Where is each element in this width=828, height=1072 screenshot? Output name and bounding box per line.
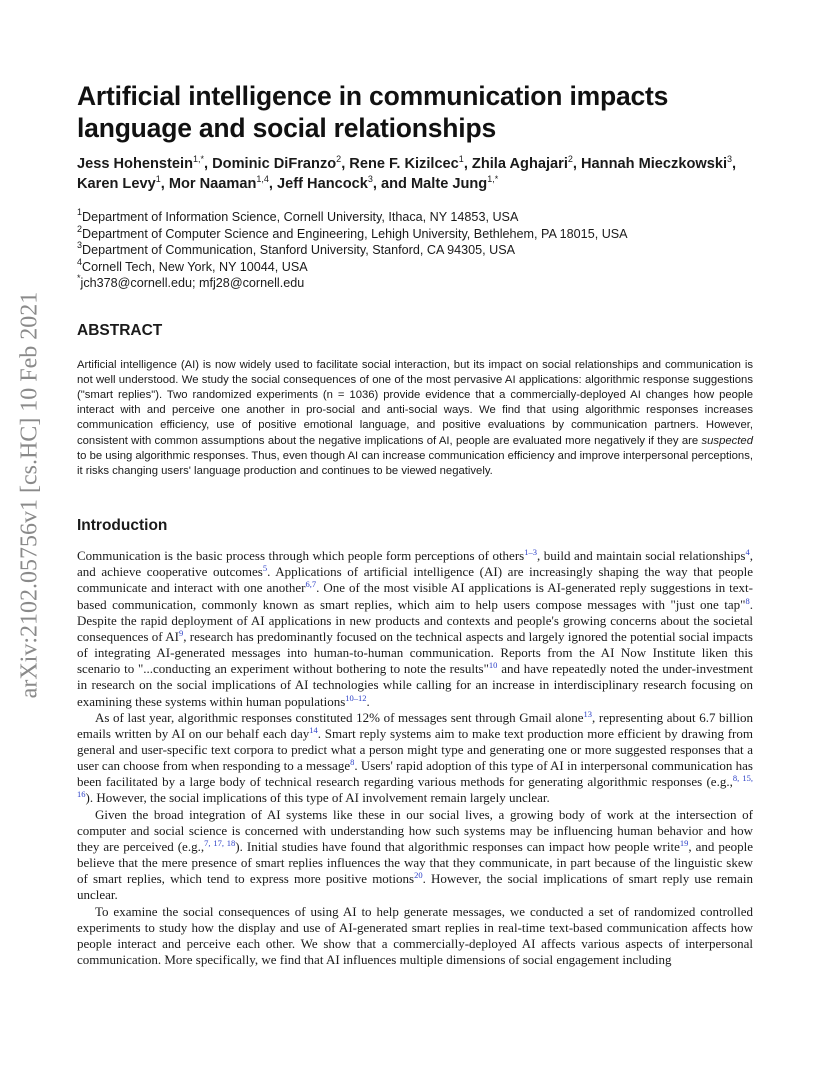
affiliation-marker: *	[77, 273, 81, 283]
author-name: Malte Jung	[411, 176, 488, 192]
citation-link[interactable]: 8, 15, 16	[77, 773, 754, 800]
body-text: As of last year, algorithmic responses constituted 12% of messages sent through Gmail alone	[95, 709, 584, 725]
author-separator: ,	[160, 176, 169, 192]
abstract-text	[77, 358, 753, 480]
citation-link[interactable]: 20	[414, 870, 423, 881]
body-paragraph	[77, 548, 753, 710]
arxiv-identifier	[10, 250, 50, 740]
author-name: Mor Naaman	[168, 176, 257, 192]
citation-link[interactable]: 19	[679, 837, 689, 848]
author-affiliation-marker: 2	[567, 154, 573, 164]
body-text: . Smart reply systems aim to make text production more efficient by drawing from general and user-specific text corpora to predict what a person might type and generating one or more suggested responses that a user can choose from when responding to a message	[77, 725, 753, 774]
affiliation-marker: 2	[77, 223, 83, 234]
body-text: Given the broad integration of AI systems like these in our social lives, a growing body of work at the intersection of computer and social science is concerned with understanding how such systems may be influencing human behavior and how they are perceived (e.g.,	[77, 806, 753, 854]
affiliation-text: Department of Communication, Stanford University, Stanford, CA 94305, USA	[82, 243, 516, 257]
affiliation-text: Department of Information Science, Cornell University, Ithaca, NY 14853, USA	[82, 210, 519, 224]
affiliation-list	[77, 209, 753, 292]
citation-link[interactable]: 9	[178, 627, 184, 638]
author-affiliation-marker: 1	[155, 174, 161, 184]
author-affiliation-marker: 1,*	[487, 174, 499, 184]
body-text: . Applications of artificial intelligence (AI) are increasingly shaping the way that people communicate and interact with one another	[77, 564, 753, 596]
citation-link[interactable]: 7, 17, 18	[204, 837, 236, 848]
body-text: , representing about 6.7 billion emails written by AI on our behalf each day	[77, 709, 753, 741]
paper-page	[77, 80, 753, 968]
author-name: Zhila Aghajari	[471, 156, 568, 172]
body-text: , research has predominantly focused on the technical aspects and largely ignored the potential social impacts of integrating AI-generated messages into human-to-human communication. Reports from the AI Now Institute liken this scenario to "...conducting an experiment without bothering to note the results"	[77, 628, 753, 677]
affiliation	[77, 223, 753, 243]
body-text: . Users' rapid adoption of this type of AI in interpersonal communication has been facilitated by a large body of technical research regarding various methods for generating algorithmic responses (e.g.,	[77, 758, 753, 790]
author-separator: ,	[463, 156, 472, 172]
body-text: Communication is the basic process through which people form perceptions of others	[77, 548, 525, 564]
citation-link[interactable]: 10	[488, 660, 498, 671]
author-affiliation-marker: 1	[458, 154, 464, 164]
body-text: ). However, the social implications of this type of AI involvement remain largely unclear.	[85, 790, 550, 806]
body-paragraph	[77, 807, 753, 904]
author-separator: ,	[204, 156, 213, 172]
paper-title: Artificial intelligence in communication impacts language and social relationships	[77, 81, 669, 143]
affiliation-text: Department of Computer Science and Engineering, Lehigh University, Bethlehem, PA 18015, USA	[82, 226, 628, 241]
author-separator: ,	[572, 156, 582, 172]
affiliation-marker: 3	[77, 240, 83, 250]
affiliation-text: jch378@cornell.edu; mfj28@cornell.edu	[80, 276, 305, 290]
citation-link[interactable]: 1–3	[524, 547, 537, 558]
citation-link[interactable]: 14	[309, 724, 318, 735]
body-text: and have repeatedly noted the under-investment in research on the social implications of AI technologies while calling for an increase in interdisciplinary research focusing on examining these systems within human populations	[77, 661, 754, 709]
affiliation	[77, 275, 753, 292]
author-name: Jess Hohenstein	[77, 156, 193, 172]
body-text: ). Initial studies have found that algorithmic responses can impact how people write	[235, 838, 680, 854]
author-name: Hannah Mieczkowski	[581, 156, 727, 172]
body-paragraph	[77, 710, 753, 807]
author-affiliation-marker: 3	[367, 174, 373, 184]
citation-link[interactable]: 10–12	[345, 692, 367, 703]
citation-link[interactable]: 8	[350, 757, 355, 768]
body-text: , build and maintain social relationships	[536, 548, 746, 564]
citation-link[interactable]: 4	[745, 547, 750, 558]
author-name: Rene F. Kizilcec	[349, 156, 459, 172]
author-name: Dominic DiFranzo	[212, 156, 337, 172]
citation-link[interactable]: 6,7	[305, 579, 317, 590]
introduction-body	[77, 548, 753, 968]
author-affiliation-marker: 1,4	[256, 174, 269, 184]
author-separator: ,	[732, 156, 737, 172]
abstract-text-part-1: Artificial intelligence (AI) is now widely used to facilitate social interaction, but its impact on social relationships and communication is not well understood. We study the social consequences of one of the most pervasive AI applications: algorithmic response suggestions ("smart replies"). Two randomized experiments (n = 1036) provide evidence that a commercially-deployed AI changes how people interact with and perceive one another in pro-social and anti-social ways. We find that using algorithmic responses increases communication efficiency, use of positive emotional language, and positive evaluations by communication partners. However, consistent with common assumptions about the negative implications of AI, people are evaluated more negatively if they are	[77, 358, 753, 447]
affiliation	[77, 209, 753, 226]
affiliation-marker: 1	[77, 207, 83, 217]
affiliation	[77, 256, 753, 276]
introduction-heading: Introduction	[77, 517, 168, 535]
author-affiliation-marker: 1,*	[192, 154, 204, 164]
body-text: .	[366, 693, 370, 709]
author-affiliation-marker: 2	[336, 154, 342, 164]
author-list	[77, 154, 753, 194]
citation-link[interactable]: 8	[745, 595, 750, 606]
citation-link[interactable]: 13	[583, 708, 593, 719]
affiliation-text: Cornell Tech, New York, NY 10044, USA	[82, 259, 308, 274]
author-name: Karen Levy	[77, 176, 156, 192]
author-separator: ,	[268, 176, 278, 192]
author-separator: ,	[341, 156, 350, 172]
abstract-emphasis: suspected	[701, 434, 753, 447]
abstract-text-part-2: to be using algorithmic responses. Thus, even though AI can increase communication efficiency and improve interpersonal perceptions, it risks changing users' language production and continues to be viewed negatively.	[77, 449, 753, 477]
author-separator: , and	[372, 176, 411, 192]
author-affiliation-marker: 3	[727, 154, 733, 164]
body-text: To examine the social consequences of using AI to help generate messages, we conducted a set of randomized controlled experiments to study how the display and use of AI-generated smart replies in real-time text-based communication affects how people interact and perceive each other. We show that a commercially-deployed AI affects various aspects of interpersonal communication. More specifically, we find that AI influences multiple dimensions of social engagement including	[77, 903, 753, 968]
body-text: , and achieve cooperative outcomes	[77, 548, 753, 580]
body-text: . One of the most visible AI applications is AI-generated reply suggestions in text-based communication, commonly known as smart replies, which aim to help users compose messages with "just one tap"	[77, 580, 753, 612]
affiliation-marker: 4	[77, 256, 83, 267]
abstract-heading: ABSTRACT	[77, 321, 163, 339]
body-text: . However, the social implications of smart reply use remain unclear.	[77, 871, 753, 903]
arxiv-identifier-text: arXiv:2102.05756v1 [cs.HC] 10 Feb 2021	[16, 291, 43, 699]
citation-link[interactable]: 5	[262, 563, 268, 574]
body-text: , and people believe that the mere presence of smart replies influences the way that they communicate, in part because of the linguistic skew of smart replies, which tend to express more positive motions	[77, 838, 753, 887]
body-text: . Despite the rapid deployment of AI applications in new products and contexts and people's growing concerns about the societal consequences of AI	[77, 596, 753, 644]
author-name: Jeff Hancock	[277, 176, 368, 192]
affiliation	[77, 242, 753, 259]
body-paragraph	[77, 904, 753, 969]
